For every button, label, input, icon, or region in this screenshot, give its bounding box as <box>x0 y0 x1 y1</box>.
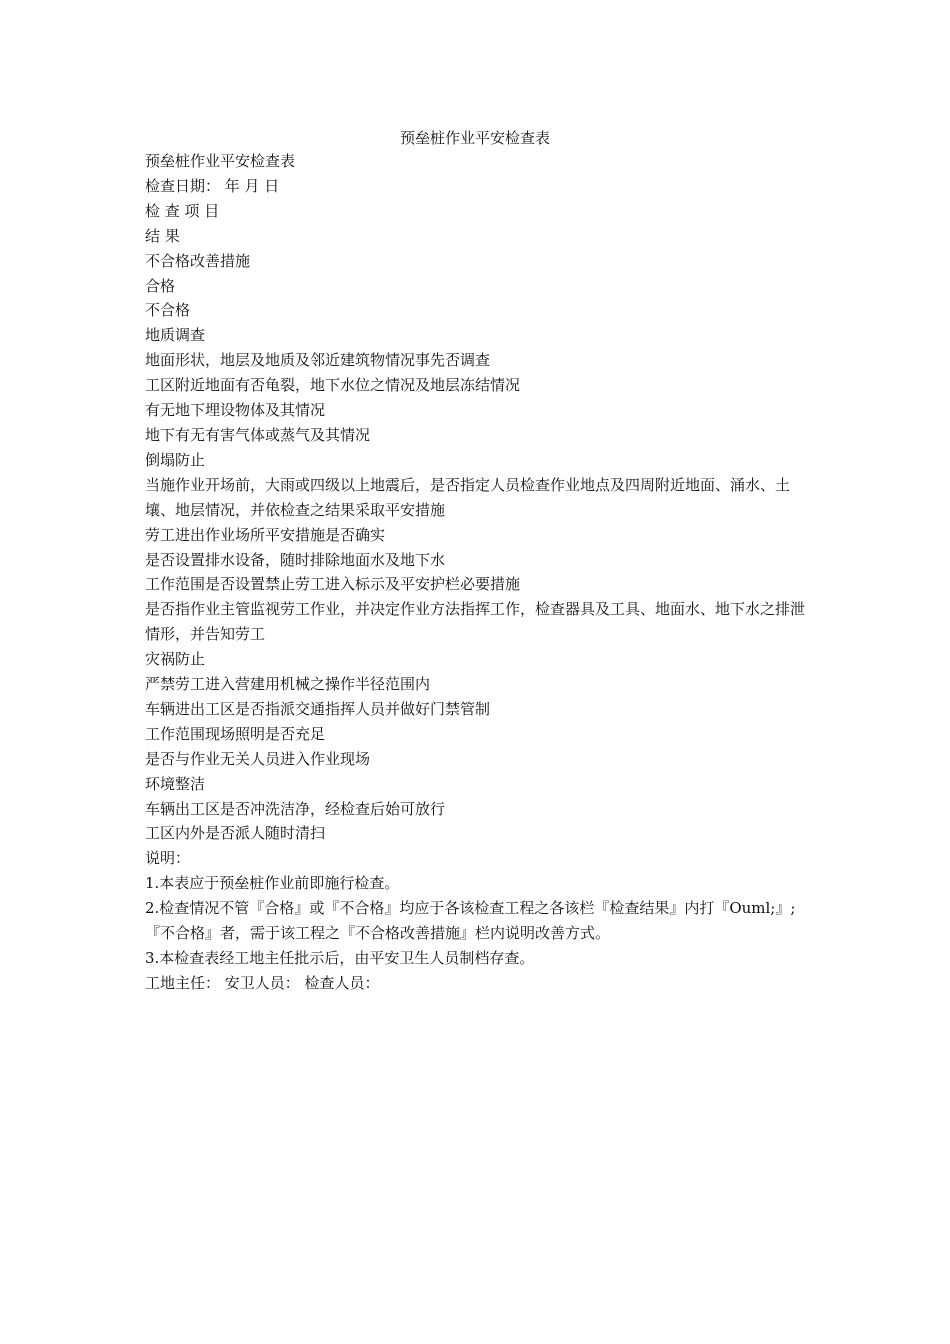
section-heading: 环境整洁 <box>145 774 206 793</box>
document-title: 预垒桩作业平安检查表 <box>399 129 550 147</box>
note-item: 1.本表应于预垒桩作业前即施行检查。 <box>145 874 400 893</box>
document-body <box>145 149 813 996</box>
text-line: 是否设置排水设备，随时排除地面水及地下水 <box>145 550 446 569</box>
notes-heading: 说明： <box>145 849 191 868</box>
text-line: 检 查 项 目 <box>145 201 220 220</box>
note-item: 3.本检查表经工地主任批示后，由平安卫生人员制档存查。 <box>145 949 535 967</box>
signature-line: 工地主任： 安卫人员： 检查人员： <box>145 973 380 992</box>
text-line: 工作范围是否设置禁止劳工进入标示及平安护栏必要措施 <box>145 575 521 594</box>
text-line: 当施作业开场前，大雨或四级以上地震后，是否指定人员检查作业地点及四周附近地面、涌水、土壤、地层情况，并依检查之结果采取平安措施 <box>145 475 791 519</box>
text-line: 结 果 <box>145 226 180 245</box>
text-line: 不合格改善措施 <box>145 251 251 270</box>
text-line: 劳工进出作业场所平安措施是否确实 <box>145 525 386 544</box>
text-line: 是否与作业无关人员进入作业现场 <box>145 749 371 768</box>
text-line: 地下有无有害气体或蒸气及其情况 <box>145 425 371 444</box>
text-line: 工区内外是否派人随时清扫 <box>145 824 326 843</box>
text-line: 不合格 <box>145 301 191 320</box>
section-heading: 倒塌防止 <box>145 450 206 469</box>
text-line: 检查日期： 年 月 日 <box>145 176 280 195</box>
text-line: 严禁劳工进入营建用机械之操作半径范围内 <box>145 675 431 694</box>
text-line: 地面形状，地层及地质及邻近建筑物情况事先否调查 <box>145 351 491 370</box>
section-heading: 地质调查 <box>145 326 206 345</box>
text-line: 预垒桩作业平安检查表 <box>145 152 296 170</box>
section-heading: 灾祸防止 <box>145 650 206 669</box>
text-line: 工区附近地面有否龟裂，地下水位之情况及地层冻结情况 <box>145 376 521 395</box>
note-item: 2.检查情况不管『合格』或『不合格』均应于各该检查工程之各该栏『检查结果』内打『Ouml;』;『不合格』者，需于该工程之『不合格改善措施』栏内说明改善方式。 <box>145 899 796 943</box>
text-line: 是否指作业主管监视劳工作业，并决定作业方法指挥工作，检查器具及工具、地面水、地下水之排泄情形，并告知劳工 <box>145 600 806 644</box>
text-line: 有无地下埋设物体及其情况 <box>145 401 326 420</box>
text-line: 工作范围现场照明是否充足 <box>145 724 326 743</box>
text-line: 车辆进出工区是否指派交通指挥人员并做好门禁管制 <box>145 699 491 718</box>
text-line: 车辆出工区是否冲洗洁净，经检查后始可放行 <box>145 799 446 818</box>
text-line: 合格 <box>145 276 176 295</box>
